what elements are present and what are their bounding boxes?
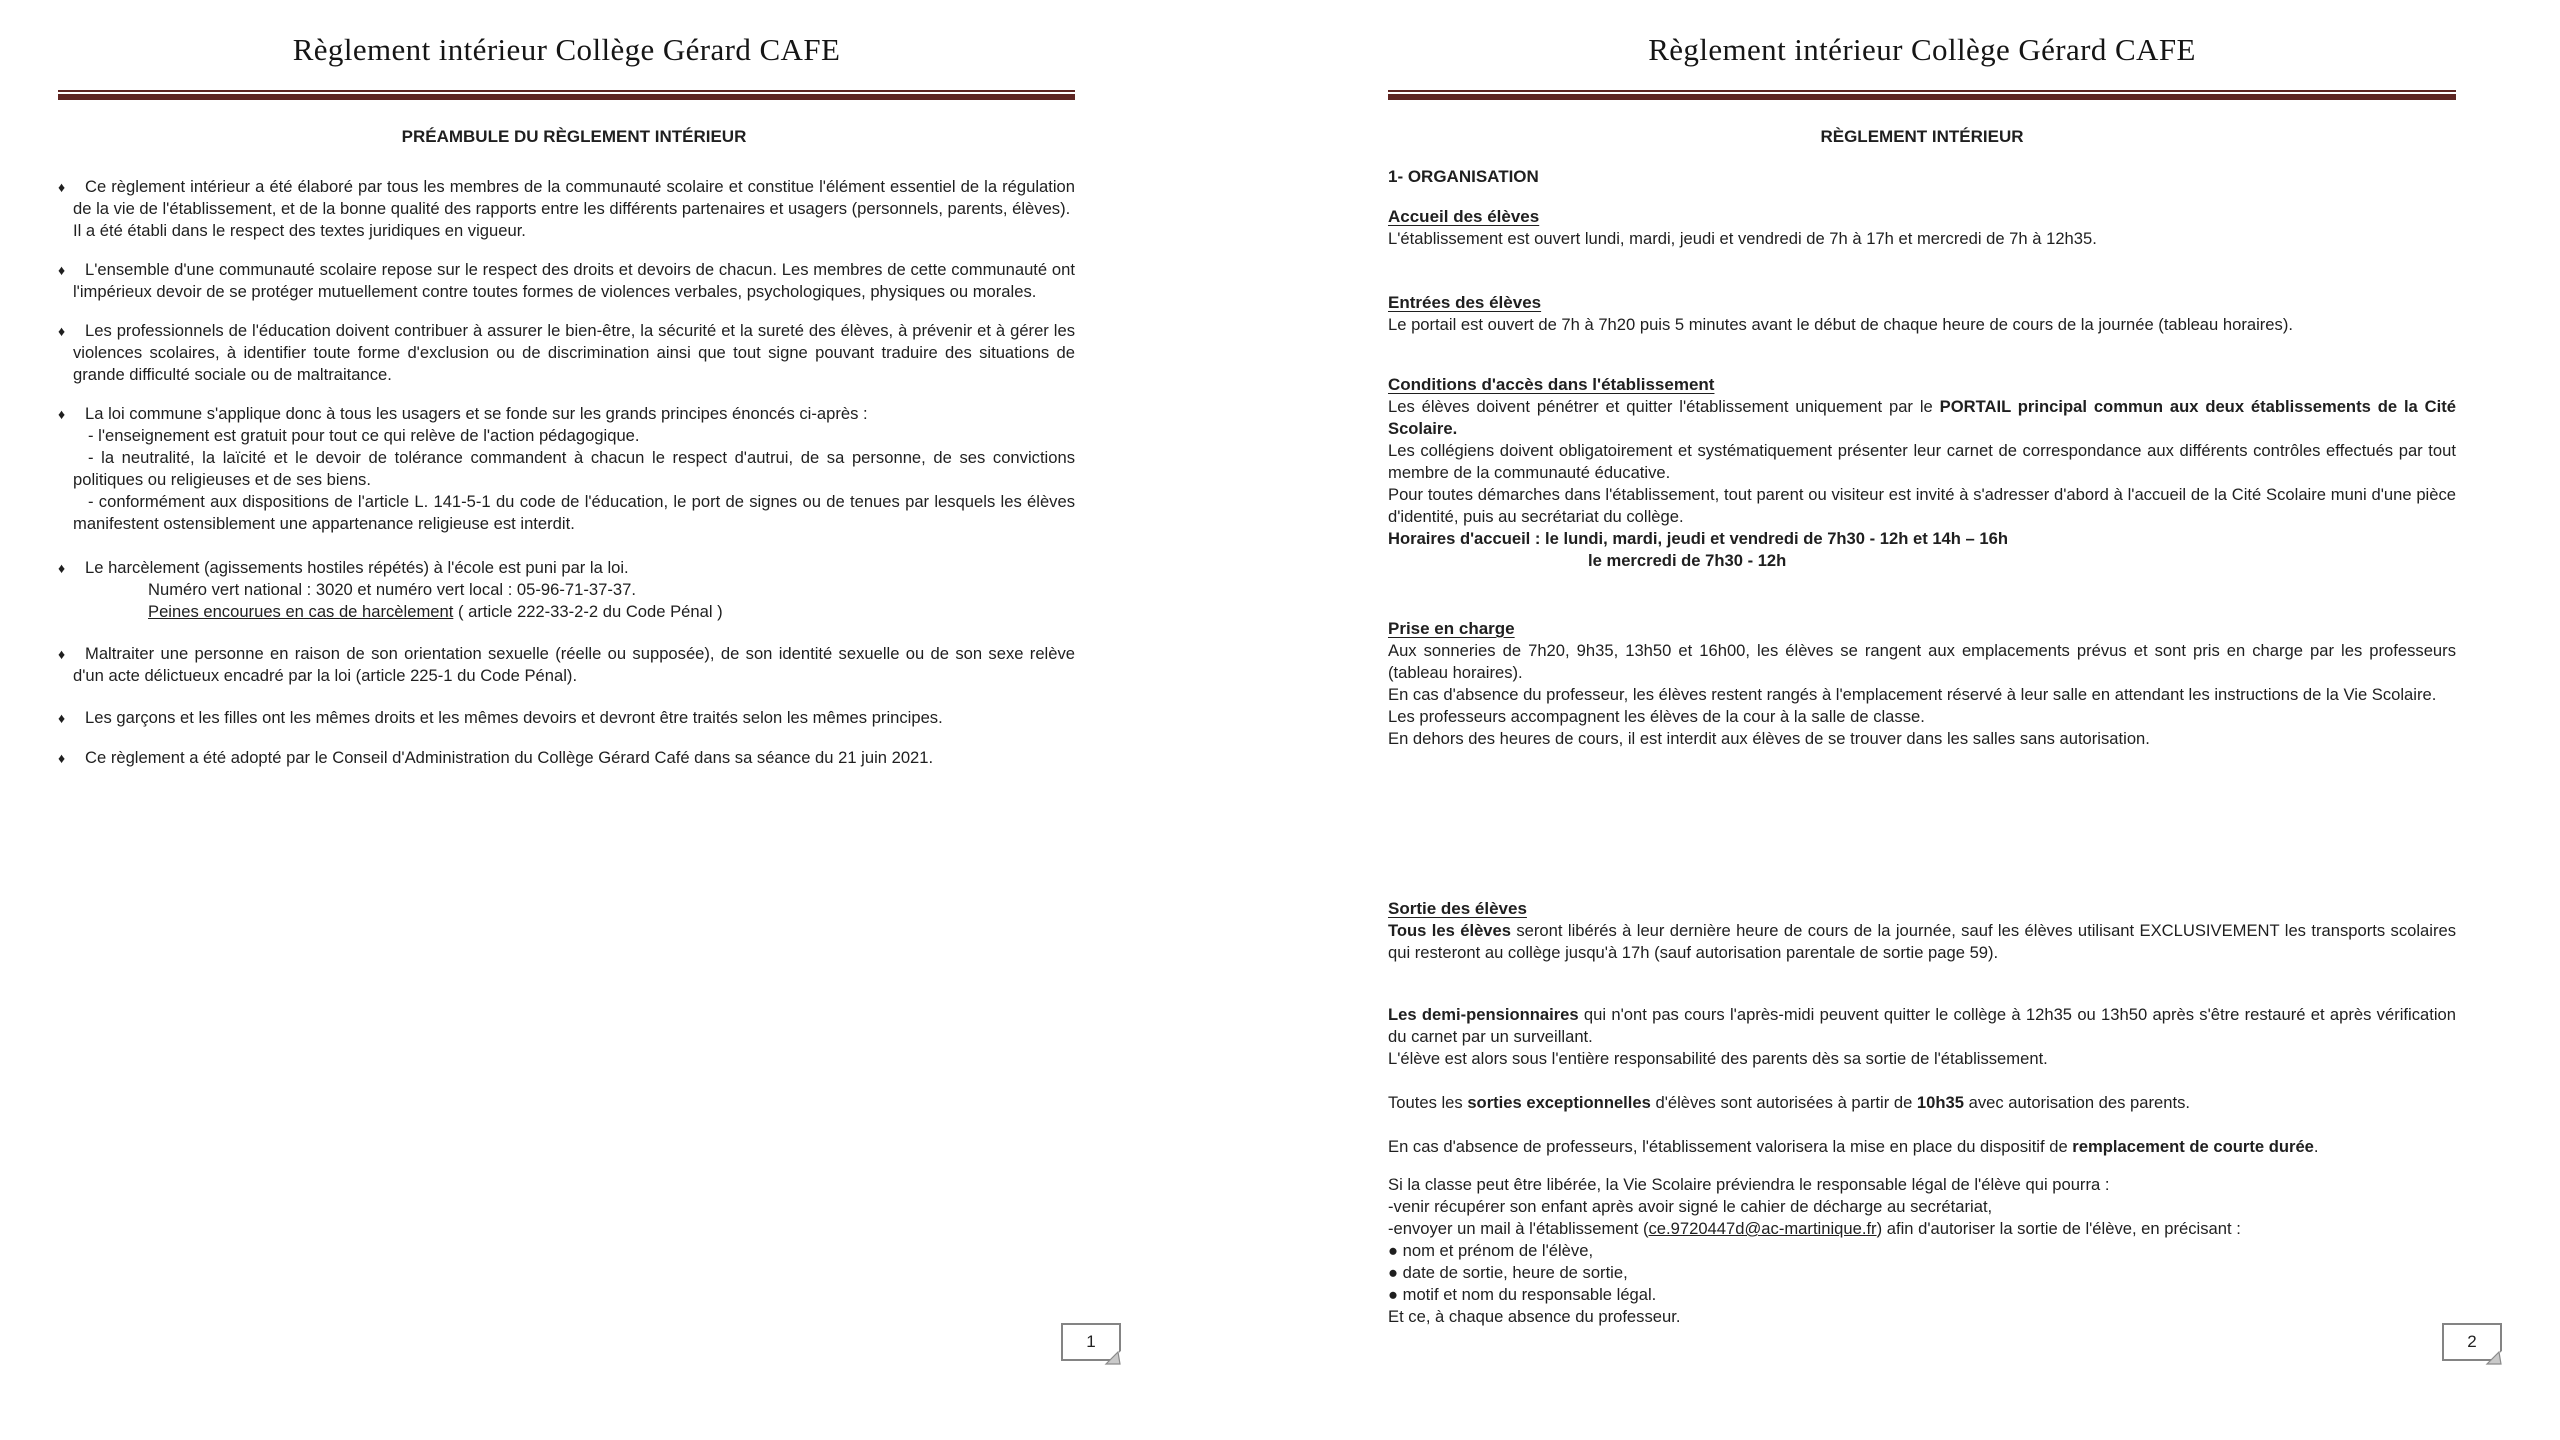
paragraph bbox=[1388, 1196, 2456, 1218]
text-run: L'élève est alors sous l'entière responsabilité des parents dès sa sortie de l'établissement. bbox=[1388, 1049, 2048, 1068]
paragraph bbox=[1388, 1092, 2456, 1114]
spacer bbox=[1388, 188, 2456, 206]
page-curl-icon bbox=[2480, 1347, 2504, 1367]
page-number: 2 bbox=[2467, 1332, 2477, 1351]
spacer bbox=[1388, 148, 2456, 166]
bullet-item bbox=[58, 557, 1075, 579]
text-run: Le harcèlement (agissements hostiles répétés) à l'école est puni par la loi. bbox=[85, 558, 629, 577]
text-run: Les élèves doivent pénétrer et quitter l'établissement uniquement par le bbox=[1388, 397, 1940, 416]
spacer bbox=[73, 148, 1075, 176]
dash-item bbox=[73, 425, 1075, 447]
diamond-bullet-icon: ♦ bbox=[58, 710, 66, 726]
diamond-bullet-icon: ♦ bbox=[58, 406, 66, 422]
text-run: Toutes les bbox=[1388, 1093, 1468, 1112]
spacer bbox=[1388, 750, 2456, 898]
paragraph bbox=[1388, 684, 2456, 706]
text-run: Tous les élèves bbox=[1388, 921, 1511, 940]
text-run: Le portail est ouvert de 7h à 7h20 puis 5 minutes avant le début de chaque heure de cours de la journée (tableau horaires). bbox=[1388, 315, 2293, 334]
page-number: 1 bbox=[1086, 1332, 1096, 1351]
paragraph bbox=[1388, 440, 2456, 484]
subsection-heading bbox=[1388, 206, 2456, 228]
subsection-heading bbox=[1388, 898, 2456, 920]
paragraph bbox=[1388, 1004, 2456, 1048]
text-run: Entrées des élèves bbox=[1388, 293, 1542, 312]
text-run: Maltraiter une personne en raison de son orientation sexuelle (réelle ou supposée), de son identité sexuelle ou de son sexe relève d'un acte délictueux encadré par la loi (article 225-1 du Code Pénal). bbox=[73, 644, 1075, 685]
text-run: remplacement de courte durée bbox=[2072, 1137, 2314, 1156]
paragraph bbox=[1388, 1262, 2456, 1284]
indented-line bbox=[73, 579, 1075, 601]
bullet-item bbox=[58, 707, 1075, 729]
bullet-item bbox=[58, 747, 1075, 769]
page-2 bbox=[1388, 0, 2477, 1440]
paragraph bbox=[1388, 228, 2456, 250]
text-run: Pour toutes démarches dans l'établissement, tout parent ou visiteur est invité à s'adresser d'abord à l'accueil de la Cité Scolaire muni d'une pièce d'identité, puis au secrétariat du collège. bbox=[1388, 485, 2456, 526]
diamond-bullet-icon: ♦ bbox=[58, 750, 66, 766]
spacer bbox=[1388, 250, 2456, 292]
text-run: ● date de sortie, heure de sortie, bbox=[1388, 1263, 1628, 1282]
bullet-item bbox=[58, 176, 1075, 220]
paragraph bbox=[1388, 728, 2456, 750]
paragraph bbox=[1388, 484, 2456, 528]
text-run: Peines encourues en cas de harcèlement bbox=[148, 602, 454, 621]
spacer bbox=[1388, 1114, 2456, 1136]
text-run: d'élèves sont autorisées à partir de bbox=[1650, 1093, 1917, 1112]
text-run: En cas d'absence de professeurs, l'établissement valorisera la mise en place du dispositif de bbox=[1388, 1137, 2073, 1156]
subsection-heading bbox=[1388, 374, 2456, 396]
text-run: Numéro vert national : 3020 et numéro vert local : 05-96-71-37-37. bbox=[148, 580, 636, 599]
text-run: PRÉAMBULE DU RÈGLEMENT INTÉRIEUR bbox=[401, 127, 747, 146]
spacer bbox=[73, 687, 1075, 707]
page-1 bbox=[58, 0, 1096, 1440]
text-run: RÈGLEMENT INTÉRIEUR bbox=[1820, 127, 2024, 146]
text-run: ) afin d'autoriser la sortie de l'élève, en précisant : bbox=[1876, 1219, 2241, 1238]
text-run: sorties exceptionnelles bbox=[1467, 1093, 1651, 1112]
paragraph bbox=[1388, 314, 2456, 336]
page-number-marker bbox=[1061, 1323, 1121, 1361]
text-run: avec autorisation des parents. bbox=[1963, 1093, 2190, 1112]
text-run: Les demi-pensionnaires bbox=[1388, 1005, 1579, 1024]
text-run: 1- ORGANISATION bbox=[1388, 167, 1539, 186]
page-2-body bbox=[1388, 126, 2456, 1328]
subsection-heading bbox=[1388, 618, 2456, 640]
text-run: - l'enseignement est gratuit pour tout ce qui relève de l'action pédagogique. bbox=[88, 426, 640, 445]
page-1-body bbox=[58, 126, 1075, 769]
text-run: Les professionnels de l'éducation doivent contribuer à assurer le bien-être, la sécurité et la sureté des élèves, à prévenir et à gérer les violences scolaires, à identifier toute forme d'exclusion ou de discrimination ainsi que tout signe pouvant traduire des situations de grande difficulté sociale ou de maltraitance. bbox=[73, 321, 1075, 384]
text-run: ● nom et prénom de l'élève, bbox=[1388, 1241, 1594, 1260]
title-rule bbox=[58, 90, 1075, 100]
text-run: Il a été établi dans le respect des textes juridiques en vigueur. bbox=[73, 221, 526, 240]
text-run: En cas d'absence du professeur, les élèves restent rangés à l'emplacement réservé à leur salle en attendant les instructions de la Vie Scolaire. bbox=[1388, 685, 2437, 704]
paragraph bbox=[73, 220, 1075, 242]
text-run: - conformément aux dispositions de l'article L. 141-5-1 du code de l'éducation, le port de signes ou de tenues par lesquels les élèves manifestent ostensiblement une appartenance religieuse est interdit. bbox=[73, 492, 1075, 533]
text-run: Les garçons et les filles ont les mêmes droits et les mêmes devoirs et devront être traités selon les mêmes principes. bbox=[85, 708, 943, 727]
text-run: L'établissement est ouvert lundi, mardi, jeudi et vendredi de 7h à 17h et mercredi de 7h à 12h35. bbox=[1388, 229, 2097, 248]
text-run: L'ensemble d'une communauté scolaire repose sur le respect des droits et devoirs de chacun. Les membres de cette communauté ont l'impérieux devoir de se protéger mutuellement contre toutes formes de violences verbales, psychologiques, physiques ou morales. bbox=[73, 260, 1075, 301]
spacer bbox=[73, 303, 1075, 320]
spacer bbox=[1388, 572, 2456, 618]
text-run: Prise en charge bbox=[1388, 619, 1515, 638]
indented-line bbox=[73, 601, 1075, 623]
text-run: Aux sonneries de 7h20, 9h35, 13h50 et 16h00, les élèves se rangent aux emplacements prévus et sont pris en charge par les professeurs (tableau horaires). bbox=[1388, 641, 2456, 682]
text-run: Les professeurs accompagnent les élèves de la cour à la salle de classe. bbox=[1388, 707, 1925, 726]
text-run: Sortie des élèves bbox=[1388, 899, 1527, 918]
page-number-marker bbox=[2442, 1323, 2502, 1361]
page-heading bbox=[1388, 126, 2456, 148]
document-title: Règlement intérieur Collège Gérard CAFE bbox=[292, 32, 841, 67]
diamond-bullet-icon: ♦ bbox=[58, 323, 66, 339]
paragraph bbox=[1388, 396, 2456, 440]
text-run: - la neutralité, la laïcité et le devoir de tolérance commandent à chacun le respect d'autrui, de sa personne, de ses convictions politiques ou religieuses et de ses biens. bbox=[73, 448, 1075, 489]
email-link[interactable]: ce.9720447d@ac-martinique.fr bbox=[1648, 1219, 1877, 1238]
bullet-item bbox=[58, 643, 1075, 687]
diamond-bullet-icon: ♦ bbox=[58, 179, 66, 195]
spacer bbox=[73, 729, 1075, 747]
section-heading bbox=[1388, 166, 2456, 188]
text-run: Conditions d'accès dans l'établissement bbox=[1388, 375, 1715, 394]
spacer bbox=[1388, 1158, 2456, 1174]
spacer bbox=[73, 242, 1075, 259]
text-run: PORTAIL principal commun aux deux établissements de la Cité Scolaire. bbox=[1388, 397, 2457, 438]
paragraph bbox=[1388, 1136, 2456, 1158]
text-run: 10h35 bbox=[1916, 1093, 1964, 1112]
text-run: le mercredi de 7h30 - 12h bbox=[1588, 551, 1787, 570]
spacer bbox=[1388, 964, 2456, 1004]
text-run: . bbox=[2313, 1137, 2319, 1156]
document-title: Règlement intérieur Collège Gérard CAFE bbox=[1648, 32, 2196, 67]
text-run: -venir récupérer son enfant après avoir signé le cahier de décharge au secrétariat, bbox=[1388, 1197, 1993, 1216]
text-run: Accueil des élèves bbox=[1388, 207, 1540, 226]
diamond-bullet-icon: ♦ bbox=[58, 560, 66, 576]
bullet-item bbox=[58, 320, 1075, 386]
spacer bbox=[1388, 336, 2456, 374]
subsection-heading bbox=[1388, 292, 2456, 314]
paragraph bbox=[1388, 1240, 2456, 1262]
paragraph bbox=[1388, 920, 2456, 964]
text-run: Horaires d'accueil : le lundi, mardi, jeudi et vendredi de 7h30 - 12h et 14h – 16h bbox=[1388, 529, 2008, 548]
paragraph bbox=[1388, 706, 2456, 728]
text-run: seront libérés à leur dernière heure de cours de la journée, sauf les élèves utilisant EXCLUSIVEMENT les transports scolaires qui resteront au collège jusqu'à 17h (sauf autorisation parentale de sortie page 59). bbox=[1388, 921, 2456, 962]
bullet-item bbox=[58, 403, 1075, 425]
paragraph bbox=[1388, 640, 2456, 684]
paragraph bbox=[1388, 1218, 2456, 1240]
diamond-bullet-icon: ♦ bbox=[58, 646, 66, 662]
text-run: Ce règlement a été adopté par le Conseil d'Administration du Collège Gérard Café dans sa séance du 21 juin 2021. bbox=[85, 748, 934, 767]
bullet-item bbox=[58, 259, 1075, 303]
text-run: -envoyer un mail à l'établissement ( bbox=[1388, 1219, 1649, 1238]
page-curl-icon bbox=[1099, 1347, 1123, 1367]
text-run: ( article 222-33-2-2 du Code Pénal ) bbox=[453, 602, 723, 621]
spacer bbox=[73, 535, 1075, 557]
paragraph bbox=[1388, 1174, 2456, 1196]
paragraph bbox=[1388, 1048, 2456, 1070]
spacer bbox=[73, 623, 1075, 643]
text-run: La loi commune s'applique donc à tous les usagers et se fonde sur les grands principes énoncés ci-après : bbox=[85, 404, 868, 423]
text-run: Et ce, à chaque absence du professeur. bbox=[1388, 1307, 1681, 1326]
text-run: En dehors des heures de cours, il est interdit aux élèves de se trouver dans les salles sans autorisation. bbox=[1388, 729, 2150, 748]
spacer bbox=[1388, 1070, 2456, 1092]
text-run: qui n'ont pas cours l'après-midi peuvent quitter le collège à 12h35 ou 13h50 après s'être restauré et après vérification du carnet par un surveillant. bbox=[1388, 1005, 2456, 1046]
paragraph bbox=[1388, 550, 2456, 572]
spacer bbox=[73, 386, 1075, 403]
text-run: Ce règlement intérieur a été élaboré par tous les membres de la communauté scolaire et constitue l'élément essentiel de la régulation de la vie de l'établissement, et de la bonne qualité des rapports entre les différents partenaires et usagers (personnels, parents, élèves). bbox=[73, 177, 1075, 218]
page-heading bbox=[73, 126, 1075, 148]
diamond-bullet-icon: ♦ bbox=[58, 262, 66, 278]
title-rule bbox=[1388, 90, 2456, 100]
text-run: Si la classe peut être libérée, la Vie Scolaire préviendra le responsable légal de l'élève qui pourra : bbox=[1388, 1175, 2110, 1194]
dash-item bbox=[73, 491, 1075, 535]
paragraph bbox=[1388, 1284, 2456, 1306]
text-run: Les collégiens doivent obligatoirement et systématiquement présenter leur carnet de correspondance aux différents contrôles effectués par tout membre de la communauté éducative. bbox=[1388, 441, 2456, 482]
text-run: ● motif et nom du responsable légal. bbox=[1388, 1285, 1657, 1304]
paragraph bbox=[1388, 528, 2456, 550]
paragraph bbox=[1388, 1306, 2456, 1328]
dash-item bbox=[73, 447, 1075, 491]
